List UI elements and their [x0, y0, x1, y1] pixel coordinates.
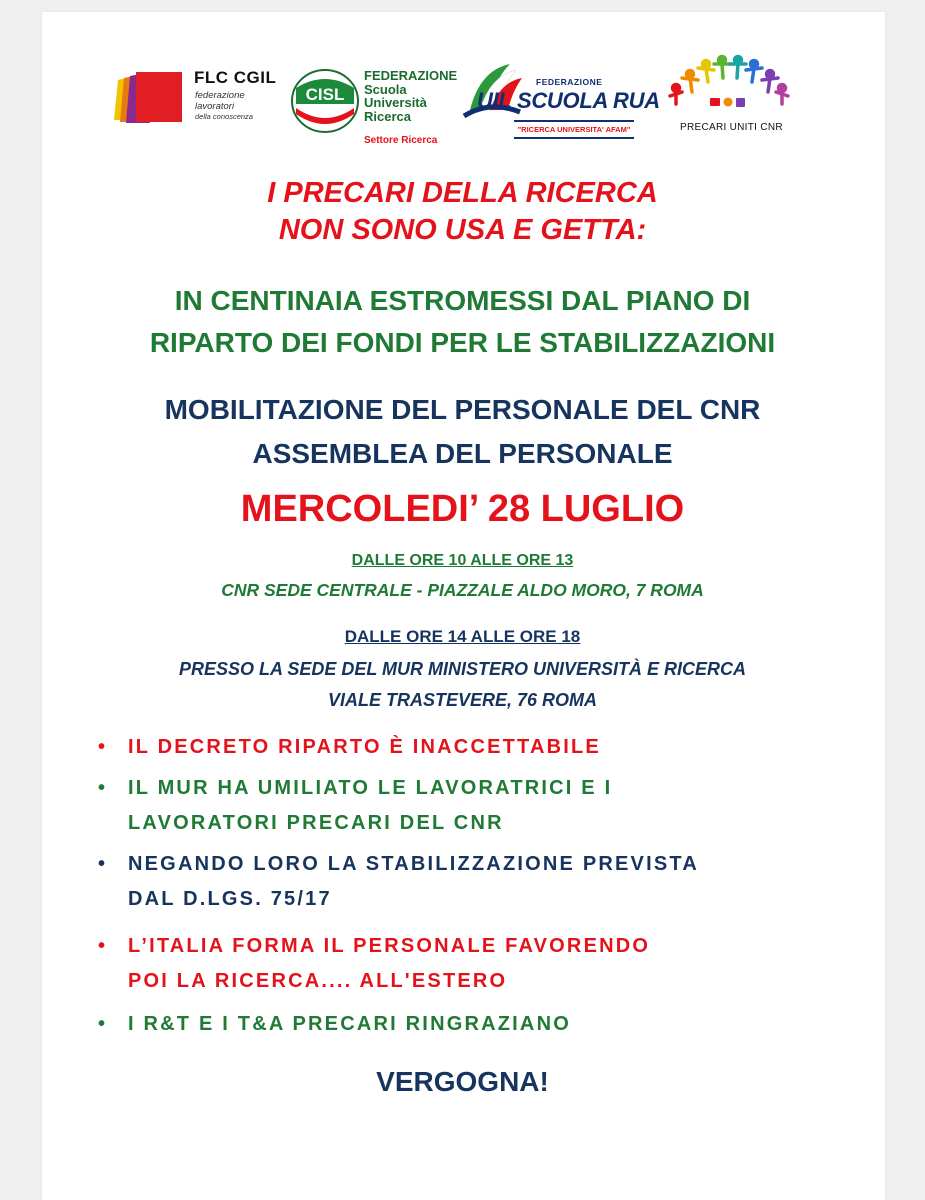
cisl-line: Università: [364, 95, 427, 110]
session2-place: [0, 654, 925, 716]
cisl-text-block: [364, 69, 457, 123]
bullet-text: IL DECRETO RIPARTO È INACCETTABILE: [128, 736, 601, 758]
bullet-text: NEGANDO LORO LA STABILIZZAZIONE PREVISTA: [128, 853, 699, 875]
bullet-dot-icon: •: [98, 935, 108, 957]
uil-federation: FEDERAZIONE: [536, 77, 603, 87]
subheadline-line: IN CENTINAIA ESTROMESSI DAL PIANO DI: [174, 285, 751, 316]
precari-title: PRECARI UNITI CNR: [680, 122, 783, 133]
flc-sub-line: della conoscenza: [195, 112, 253, 121]
people-circle-icon: [666, 52, 790, 122]
bullet-dot-icon: •: [98, 853, 108, 875]
bullet-item: [96, 929, 836, 999]
cisl-line: Ricerca: [364, 108, 411, 124]
subheadline-line: RIPARTO DEI FONDI PER LE STABILIZZAZIONI: [149, 327, 776, 358]
event-date: MERCOLEDI’ 28 LUGLIO: [240, 488, 685, 530]
session1-time: DALLE ORE 10 ALLE ORE 13: [351, 552, 574, 569]
bullet-text: LAVORATORI PRECARI DEL CNR: [128, 812, 504, 834]
bullet-text: L’ITALIA FORMA IL PERSONALE FAVORENDO: [128, 935, 651, 957]
session2-place-line: VIALE TRASTEVERE, 76 ROMA: [327, 690, 598, 710]
bullet-list: [96, 730, 836, 1042]
session2-place-line: PRESSO LA SEDE DEL MUR MINISTERO UNIVERSITÀ E RICERCA: [178, 659, 747, 679]
flc-cgil-subtitle: [195, 91, 253, 123]
headline-line: I PRECARI DELLA RICERCA: [267, 177, 658, 209]
bullet-dot-icon: •: [98, 1013, 108, 1035]
cisl-circle-icon: [290, 68, 360, 134]
flc-sub-line: lavoratori: [195, 100, 235, 112]
bullet-item: [96, 1007, 836, 1042]
session1-place: CNR SEDE CENTRALE - PIAZZALE ALDO MORO, 7 ROMA: [221, 580, 704, 600]
flc-sub-line: federazione: [195, 90, 245, 101]
bullet-item: [96, 771, 836, 841]
uil-subtitle: "RICERCA UNIVERSITA' AFAM": [514, 120, 634, 139]
bullet-dot-icon: •: [98, 736, 108, 758]
cisl-sector: Settore Ricerca: [364, 135, 438, 146]
headline-line: NON SONO USA E GETTA:: [278, 214, 647, 246]
cisl-line: Scuola: [364, 81, 407, 97]
mobilization-line: ASSEMBLEA DEL PERSONALE: [252, 438, 673, 469]
bullet-item: [96, 730, 836, 765]
closing-text: VERGOGNA!: [376, 1066, 549, 1097]
bullet-text: IL MUR HA UMILIATO LE LAVORATRICI E I: [128, 777, 613, 799]
bullet-text: DAL D.LGS. 75/17: [128, 888, 332, 910]
headline: [0, 175, 925, 249]
session2-time: DALLE ORE 14 ALLE ORE 18: [344, 627, 581, 646]
subheadline: [0, 280, 925, 364]
flc-cgil-title: FLC CGIL: [194, 68, 277, 87]
mobilization-line: MOBILITAZIONE DEL PERSONALE DEL CNR: [164, 394, 761, 425]
uil-title: UIL SCUOLA RUA: [477, 88, 660, 113]
cisl-circle-text: CISL: [305, 85, 345, 104]
bullet-item: [96, 847, 836, 917]
bullet-dot-icon: •: [98, 777, 108, 799]
bullet-text: I R&T E I T&A PRECARI RINGRAZIANO: [128, 1013, 571, 1035]
flc-cgil-mark-icon: [112, 70, 184, 124]
mobilization-heading: [0, 388, 925, 476]
cisl-line: FEDERAZIONE: [364, 68, 458, 83]
bullet-text: POI LA RICERCA.... ALL'ESTERO: [128, 970, 508, 992]
